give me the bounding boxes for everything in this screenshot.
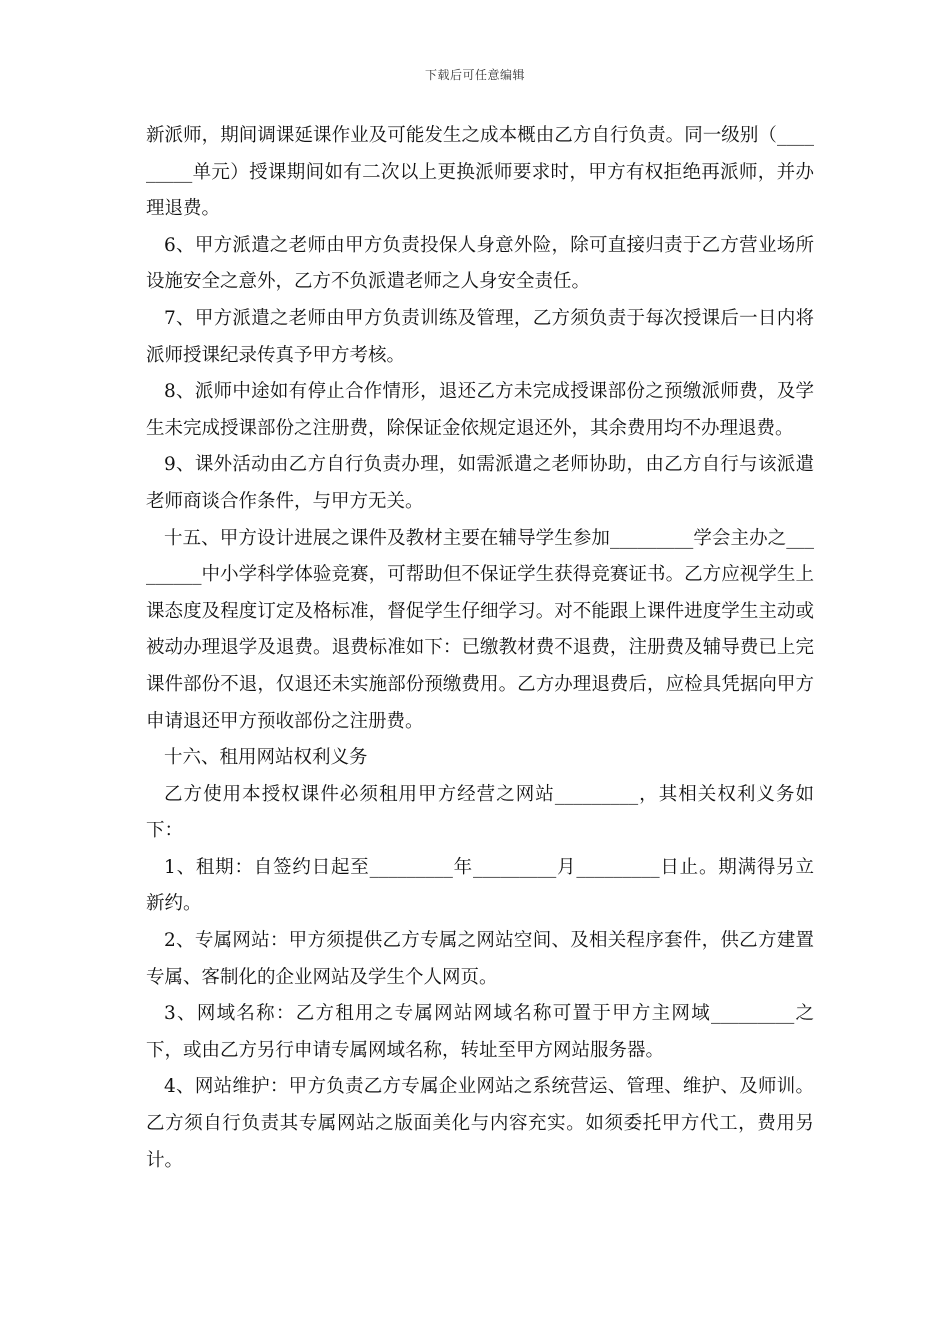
paragraph-continuation: 新派师，期间调课延课作业及可能发生之成本概由乙方自行负责。同一级别（_________单元）授课期间如有二次以上更换派师要求时，甲方有权拒绝再派师，并办理退费。 bbox=[146, 125, 814, 220]
paragraph-item-9: 9、课外活动由乙方自行负责办理，如需派遣之老师协助，由乙方自行与该派遣老师商谈合作条件，与甲方无关。 bbox=[146, 454, 814, 512]
paragraph-section-15: 十五、甲方设计进展之课件及教材主要在辅导学生参加_________学会主办之_________中小学科学体验竞赛，可帮助但不保证学生获得竞赛证书。乙方应视学生上课态度及程度订定及格标准，督促学生仔细学习。对不能跟上课件进度学生主动或被动办理退学及退费。退费标准如下：已缴教材费不退费，注册费及辅导费已上完课件部份不退，仅退还未实施部份预缴费用。乙方办理退费后，应检具凭据向甲方申请退还甲方预收部份之注册费。 bbox=[146, 527, 814, 732]
paragraph-domain-name: 3、网域名称：乙方租用之专属网站网域名称可置于甲方主网域_________之下，或由乙方另行申请专属网域名称，转址至甲方网站服务器。 bbox=[146, 1003, 814, 1061]
paragraph-item-8: 8、派师中途如有停止合作情形，退还乙方未完成授课部份之预缴派师费，及学生未完成授课部份之注册费，除保证金依规定退还外，其余费用均不办理退费。 bbox=[146, 381, 814, 439]
paragraph-site-maintenance: 4、网站维护：甲方负责乙方专属企业网站之系统营运、管理、维护、及师训。乙方须自行负责其专属网站之版面美化与内容充实。如须委托甲方代工，费用另计。 bbox=[146, 1076, 814, 1171]
document-body bbox=[146, 118, 814, 1179]
page-header-note: 下载后可任意编辑 bbox=[424, 68, 525, 82]
paragraph-lease-term: 1、租期：自签约日起至_________年_________月_________日止。期满得另立新约。 bbox=[146, 856, 814, 915]
paragraph-section-16-intro: 乙方使用本授权课件必须租用甲方经营之网站_________，其相关权利义务如下： bbox=[146, 783, 814, 842]
section-heading-16: 十六、租用网站权利义务 bbox=[164, 747, 368, 769]
paragraph-item-6: 6、甲方派遣之老师由甲方负责投保人身意外险，除可直接归责于乙方营业场所设施安全之意外，乙方不负派遣老师之人身安全责任。 bbox=[146, 234, 814, 293]
paragraph-dedicated-site: 2、专属网站：甲方须提供乙方专属之网站空间、及相关程序套件，供乙方建置专属、客制化的企业网站及学生个人网页。 bbox=[146, 930, 814, 988]
paragraph-item-7: 7、甲方派遣之老师由甲方负责训练及管理，乙方须负责于每次授课后一日内将派师授课纪录传真予甲方考核。 bbox=[146, 307, 814, 366]
